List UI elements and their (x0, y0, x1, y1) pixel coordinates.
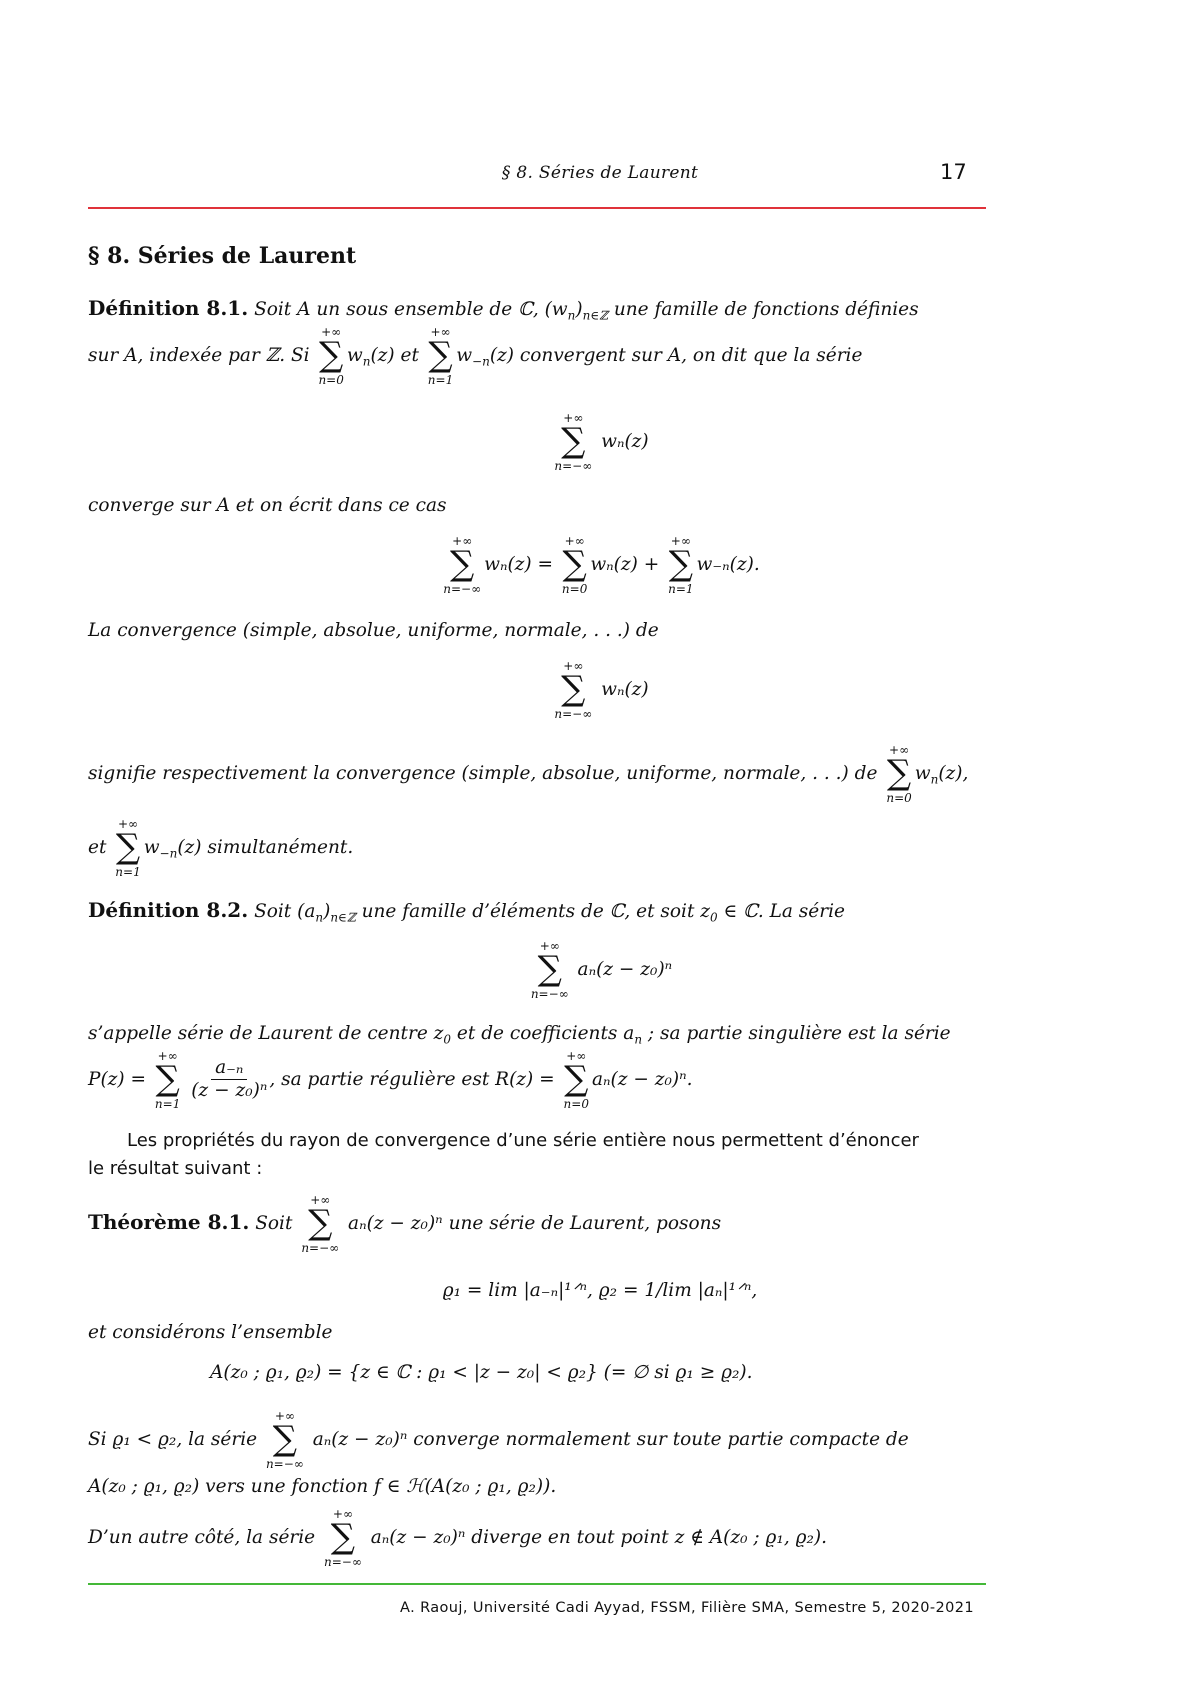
paragraph-text: La convergence (simple, absolue, uniforme, normale, . . .) de (88, 620, 659, 641)
sum-symbol: +∞ ∑ n=0 (318, 325, 344, 387)
page-number: 17 (940, 160, 967, 184)
theorem-8-1-line1: Théorème 8.1. Soit +∞ ∑ n=−∞ aₙ(z − z₀)ⁿ une série de Laurent, posons (88, 1193, 722, 1255)
paragraph-text: et +∞ ∑ n=1 $w_{-n}(z)$ simultanément. (88, 817, 354, 879)
display-equation: +∞ ∑ n=−∞ wₙ(z) (554, 659, 649, 721)
paragraph-text: le résultat suivant : (88, 1158, 263, 1179)
paragraph-text: et considérons l’ensemble (88, 1322, 333, 1343)
display-equation: +∞ ∑ n=−∞ wₙ(z) = +∞ ∑ n=0 wₙ(z) + +∞ ∑ n=1 w₋ₙ(z). (443, 534, 760, 596)
display-equation: +∞ ∑ n=−∞ wₙ(z) (554, 411, 649, 473)
running-header: § 8. Séries de Laurent (501, 163, 699, 183)
paragraph-text: signifie respectivement la convergence (simple, absolue, uniforme, normale, . . .) de +∞ ∑ n=0 $w_n(z)$, (88, 743, 969, 805)
theorem-label: Théorème 8.1. (88, 1209, 250, 1234)
display-equation: A(z₀ ; ϱ₁, ϱ₂) = {z ∈ ℂ : ϱ₁ < |z − z₀| < ϱ₂} (= ∅ si ϱ₁ ≥ ϱ₂). (210, 1362, 753, 1383)
paragraph-text: converge sur A et on écrit dans ce cas (88, 495, 447, 516)
paragraph-text: Les propriétés du rayon de convergence d’une série entière nous permettent d’énoncer (127, 1130, 919, 1151)
display-equation: ϱ₁ = lim |a₋ₙ|¹ᐟⁿ, ϱ₂ = 1/lim |aₙ|¹ᐟⁿ, (442, 1280, 758, 1301)
footer-rule (88, 1583, 986, 1585)
header-rule (88, 207, 986, 209)
paragraph-text: s’appelle série de Laurent de centre $z_0$ et de coefficients $a_n$ ; sa partie singulière est la série (88, 1023, 951, 1047)
paragraph-text: P(z) = +∞ ∑ n=1 $\frac{\text{a₋ₙ}}{\text{(z − z₀)ⁿ}}$ , sa partie régulière est R(z) = +∞ ∑ n=0 aₙ(z − z₀)ⁿ. (88, 1049, 693, 1111)
definition-8-1-line1: Définition 8.1. Soit A un sous ensemble de ℂ, $(w_n)_{n\in ℤ}$ une famille de fonctions définies (88, 296, 919, 323)
display-equation: +∞ ∑ n=−∞ aₙ(z − z₀)ⁿ (530, 939, 673, 1001)
definition-8-2-line1: Définition 8.2. Soit $(a_n)_{n\in ℤ}$ une famille d’éléments de ℂ, et soit $z_0$ ∈ ℂ. La série (88, 898, 845, 925)
definition-label: Définition 8.2. (88, 898, 249, 922)
footer-text: A. Raouj, Université Cadi Ayyad, FSSM, Filière SMA, Semestre 5, 2020-2021 (400, 1600, 974, 1616)
paragraph-text: D’un autre côté, la série +∞ ∑ n=−∞ aₙ(z − z₀)ⁿ diverge en tout point z ∉ A(z₀ ; ϱ₁, ϱ₂). (88, 1507, 827, 1569)
paragraph-text: A(z₀ ; ϱ₁, ϱ₂) vers une fonction f ∈ ℋ(A(z₀ ; ϱ₁, ϱ₂)). (88, 1476, 557, 1497)
section-heading: § 8. Séries de Laurent (88, 243, 357, 269)
definition-8-1-line2: sur A, indexée par ℤ. Si +∞ ∑ n=0 $w_n(z)$ et +∞ ∑ n=1 $w_{-n}(z)$ convergent sur A, on dit que la série (88, 325, 863, 387)
paragraph-text: Si ϱ₁ < ϱ₂, la série +∞ ∑ n=−∞ aₙ(z − z₀)ⁿ converge normalement sur toute partie compacte de (88, 1409, 909, 1471)
sum-symbol: +∞ ∑ n=1 (427, 325, 454, 387)
definition-label: Définition 8.1. (88, 296, 249, 320)
